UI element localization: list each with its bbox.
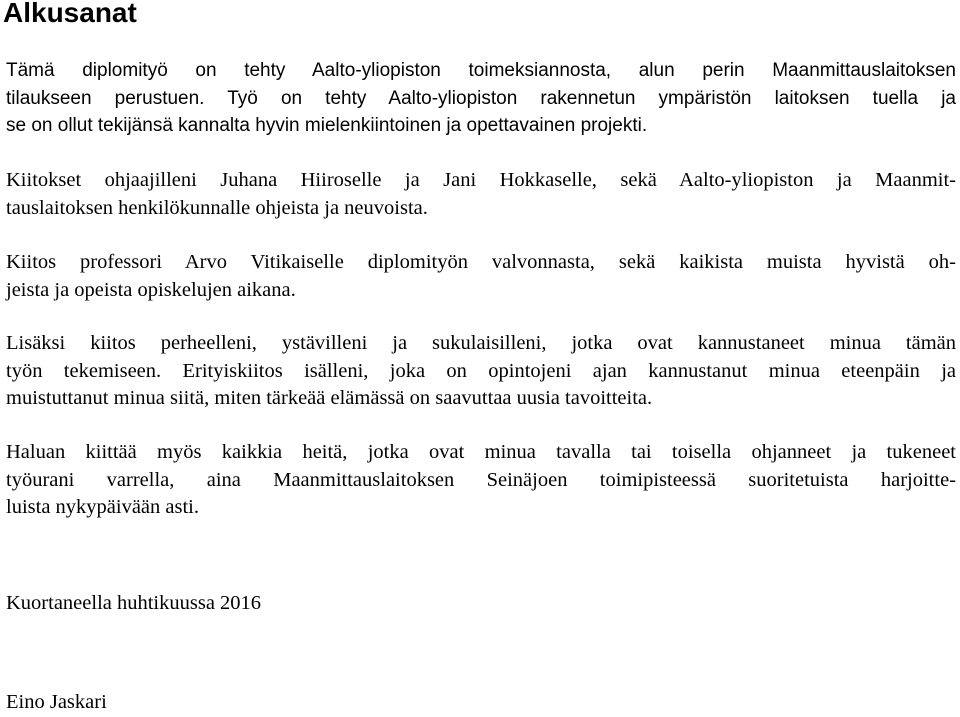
paragraph-line: Tämä diplomityö on tehty Aalto-yliopiston toimeksiannosta, alun perin Maanmittauslaitoksen bbox=[6, 60, 956, 81]
paragraph-career-thanks bbox=[6, 439, 956, 522]
author-signature: Eino Jaskari bbox=[6, 691, 107, 713]
paragraph-line: Kiitos professori Arvo Vitikaiselle diplomityön valvonnasta, sekä kaikista muista hyvistä oh- bbox=[6, 251, 956, 273]
paragraph-supervisors-thanks bbox=[6, 167, 956, 222]
paragraph-line: työurani varrella, aina Maanmittauslaitoksen Seinäjoen toimipisteessä suoritetuista harjoitte- bbox=[6, 468, 956, 491]
paragraph-line: Lisäksi kiitos perheelleni, ystävilleni ja sukulaisilleni, jotka ovat kannustaneet minua tämän bbox=[6, 332, 956, 354]
paragraph-line: työn tekemiseen. Erityiskiitos isälleni, joka on opintojeni ajan kannustanut minua eteenpäin ja bbox=[6, 359, 956, 382]
paragraph-professor-thanks bbox=[6, 249, 956, 304]
place-and-date: Kuortaneella huhtikuussa 2016 bbox=[6, 592, 262, 614]
paragraph-line: muistuttanut minua siitä, miten tärkeää elämässä on saavuttaa uusia tavoitteita. bbox=[6, 387, 653, 409]
paragraph-line: Kiitokset ohjaajilleni Juhana Hiiroselle ja Jani Hokkaselle, sekä Aalto-yliopiston ja Maanmit- bbox=[6, 169, 956, 191]
paragraph-line: tauslaitoksen henkilökunnalle ohjeista ja neuvoista. bbox=[6, 196, 428, 219]
page-title: Alkusanat bbox=[3, 0, 137, 28]
paragraph-commission bbox=[6, 57, 956, 140]
paragraph-line: tilaukseen perustuen. Työ on tehty Aalto-yliopiston rakennetun ympäristön laitoksen tuella ja bbox=[6, 87, 956, 109]
paragraph-line: Haluan kiittää myös kaikkia heitä, jotka ovat minua tavalla tai toisella ohjanneet ja tukeneet bbox=[6, 441, 956, 463]
paragraph-line: luista nykypäivään asti. bbox=[6, 496, 199, 518]
paragraph-line: se on ollut tekijänsä kannalta hyvin mielenkiintoinen ja opettavainen projekti. bbox=[6, 115, 648, 136]
paragraph-line: jeista ja opeista opiskelujen aikana. bbox=[6, 278, 296, 301]
paragraph-family-thanks bbox=[6, 330, 956, 413]
